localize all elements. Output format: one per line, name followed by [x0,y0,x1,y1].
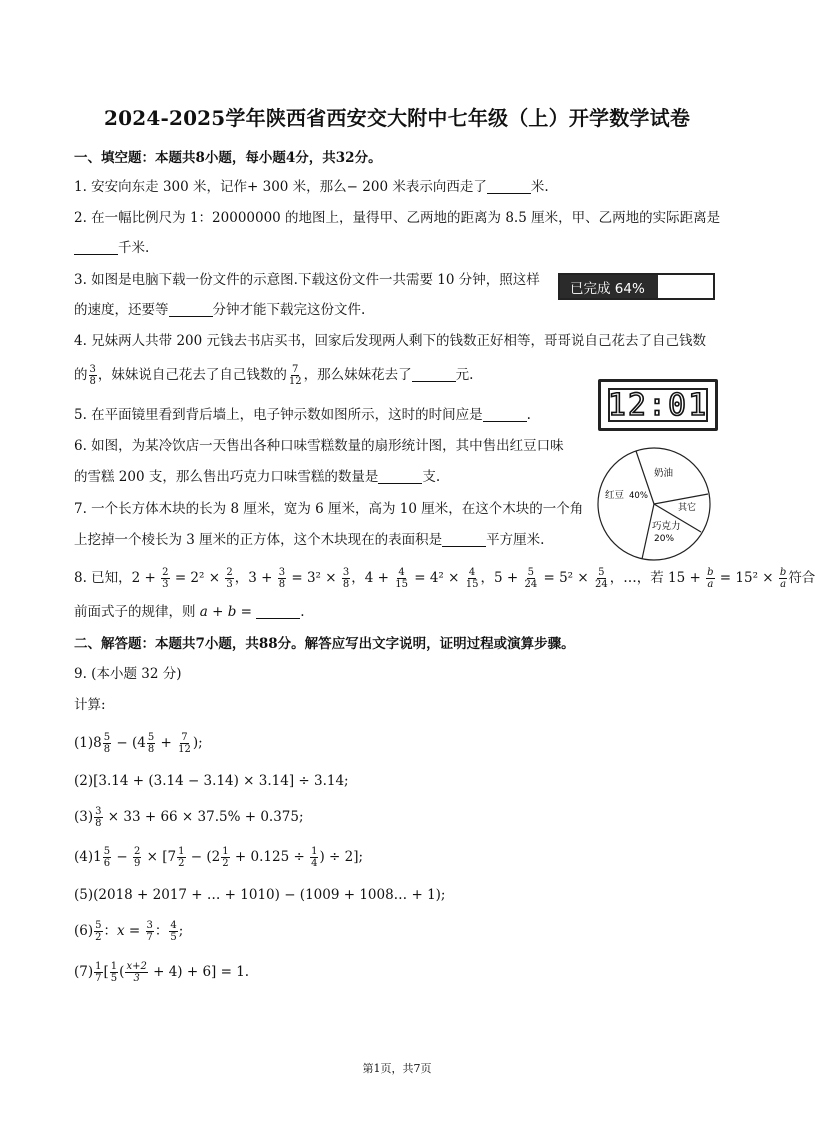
question-6-line1: 6. 如图，为某冷饮店一天售出各种口味雪糕数量的扇形统计图，其中售出红豆口味 [74,438,564,454]
q9-part-5: (5)(2018 + 2017 + … + 1010) − (1009 + 1008… + 1); [74,887,446,903]
question-9-calc: 计算: [74,697,106,713]
question-2-line1: 2. 在一幅比例尺为 1：20000000 的地图上，量得甲、乙两地的距离为 8.5 厘米，甲、乙两地的实际距离是 [74,210,721,226]
question-8-line2: 前面式子的规律，则 a + b = . [74,604,305,620]
answer-blank[interactable] [483,407,527,422]
q9-part-6: (6) $\frac{5}{2}$ ：x = $\frac{3}{7}$ ： $\frac{4}{5}$ ; [74,920,184,943]
question-5: 5. 在平面镜里看到背后墙上，电子钟示数如图所示，这时的时间应是 . [74,407,531,423]
question-4-line2: 的 $\frac{3}{8}$ ，妹妹说自己花去了自己钱数的 $\frac{7}{12}$ ，那么妹妹花去了 元. [74,364,474,387]
pie-pct-hongdou: 40% [629,491,648,501]
question-4-line1: 4. 兄妹两人共带 200 元钱去书店买书，回家后发现两人剩下的钱数正好相等，哥哥说自己花去了自己钱数 [74,333,707,349]
digital-clock-figure [598,379,718,431]
page-title: 2024-2025学年陕西省西安交大附中七年级（上）开学数学试卷 [103,106,691,130]
answer-blank[interactable] [412,367,456,382]
question-3-line2: 的速度，还要等 分钟才能下载完这份文件. [74,302,366,318]
download-progress-fill: 已完成 64% [560,275,658,298]
question-8-line1: 8. 已知，2 + $\frac{2}{3}$ = 2² × $\frac{2}{3}$ ，3 + $\frac{3}{8}$ = 3² × $\frac{3}{8}$ ，4 + $\frac{4}{15}$ = 4² × $\frac{4}{15}$ ，5 + $\frac{5}{24}$ = 5² × $\frac{5}{24}$ ，…，若 15 + $\frac{b}{a}$ = 15² × $\frac{b}{a}$ 符合 [74,567,815,590]
answer-blank[interactable] [256,604,300,619]
pie-label-hongdou: 红豆 [605,490,625,501]
q9-part-3: (3) $\frac{3}{8}$ × 33 + 66 × 37.5% + 0.375; [74,806,304,829]
question-9-head: 9. (本小题 32 分) [74,666,182,682]
answer-blank[interactable] [74,240,118,255]
download-progress-figure [558,273,715,300]
answer-blank[interactable] [169,302,213,317]
pie-chart-figure [596,446,712,562]
q9-part-2: (2)[3.14 + (3.14 − 3.14) × 3.14] ÷ 3.14; [74,773,349,789]
question-7-line2: 上挖掉一个棱长为 3 厘米的正方体，这个木块现在的表面积是 平方厘米. [74,532,545,548]
pie-pct-qiaokeli: 20% [654,534,675,544]
question-2-line2: 千米. [74,238,149,258]
question-7-line1: 7. 一个长方体木块的长为 8 厘米，宽为 6 厘米，高为 10 厘米，在这个木块的一个角 [74,501,584,517]
question-6-line2: 的雪糕 200 支，那么售出巧克力口味雪糕的数量是 支. [74,469,441,485]
question-1: 1. 安安向东走 300 米，记作+ 300 米，那么− 200 米表示向西走了 米. [74,179,549,195]
pie-label-naiyou: 奶油 [654,468,674,479]
pie-label-qiaokeli: 巧克力 [652,521,681,532]
answer-blank[interactable] [378,469,422,484]
pie-label-qita: 其它 [678,503,697,513]
question-3-line1: 3. 如图是电脑下载一份文件的示意图.下载这份文件一共需要 10 分钟，照这样 [74,272,540,288]
section1-heading: 一、填空题：本题共8小题，每小题4分，共32分。 [74,150,382,166]
answer-blank[interactable] [442,532,486,547]
answer-blank[interactable] [487,179,531,194]
q9-part-4: (4)1 $\frac{5}{6}$ − $\frac{2}{9}$ × [7 $\frac{1}{2}$ − (2 $\frac{1}{2}$ + 0.125 ÷ $\frac{1}{4}$ ) ÷ 2]; [74,846,364,869]
clock-display: 12:01 [607,387,709,423]
q9-part-7: (7) $\frac{1}{7}$ [ $\frac{1}{5}$ ( $\frac{x+2}{3}$ + 4) + 6] = 1. [74,961,250,984]
fraction: $\frac{3}{8}$ [89,364,96,387]
section2-heading: 二、解答题：本题共7小题，共88分。解答应写出文字说明，证明过程或演算步骤。 [74,636,575,652]
page-footer: 第1页，共7页 [362,1062,432,1075]
q9-part-1: (1)8 $\frac{5}{8}$ − (4 $\frac{5}{8}$ + $\frac{7}{12}$ ); [74,732,203,755]
fraction: $\frac{7}{12}$ [288,364,302,387]
